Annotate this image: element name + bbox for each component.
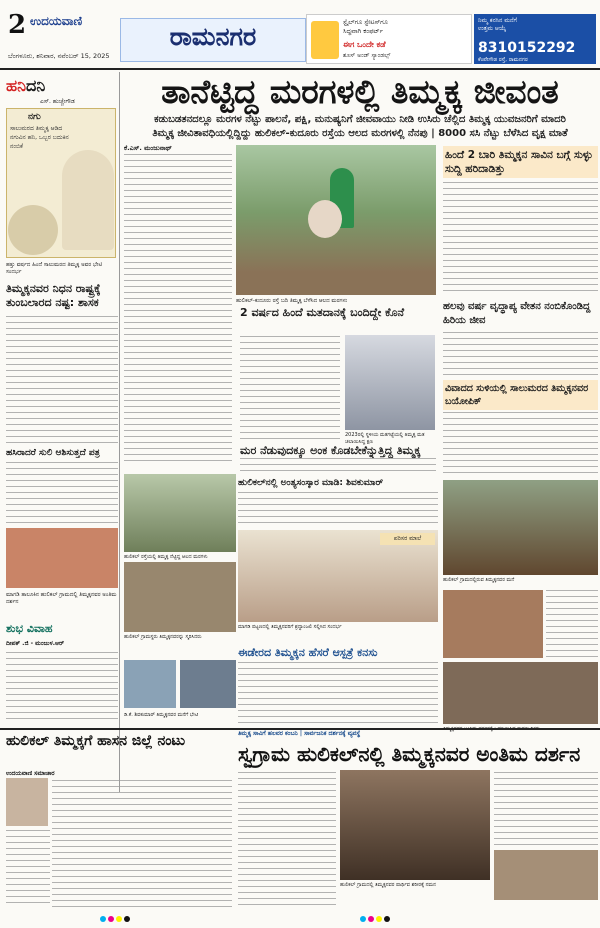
column-byline: ಎಸ್. ಹುಚ್ಚೇಗೌಡ [40,98,75,105]
body-text [6,316,118,444]
photo-caption: ಡಿ.ಕೆ. ಶಿವಕುಮಾರ್ ತಿಮ್ಮಕ್ಕನವರ ಮನೆಗೆ ಭೇಟಿ [124,712,199,718]
magenta-mark [368,916,374,922]
house-photo [443,480,598,575]
story-subhead[interactable]: ಹಿಂದೆ 2 ಬಾರಿ ತಿಮ್ಮಕ್ಕನ ಸಾವಿನ ಬಗ್ಗೆ ಸುಳ್ಳು ಸುದ್ದಿ ಹರಿದಾಡಿತ್ತು [443,146,598,178]
cyan-mark [360,916,366,922]
advertisement-footwear[interactable] [306,14,472,64]
ad-line: ಕೆಂಪೇಗೌಡ ರಸ್ತೆ, ರಾಮನಗರ [478,57,528,63]
yellow-mark [116,916,122,922]
photo-caption: ಹುಲಿಕಲ್ ರಸ್ತೆಯಲ್ಲಿ ತಿಮ್ಮಕ್ಕ ನೆಟ್ಟಿದ್ದ ಆಲದ ಮರಗಳು [124,554,208,560]
visit-photo [180,660,236,708]
ad-phone: 8310152292 [478,40,576,56]
column-text: ಸಾಲುಮರದ ತಿಮ್ಮಕ್ಕ ಆಡಿದ ನಗುವಿನ ಹನಿ, ಒಬ್ಬರ ಬದುಕಿನ ನಂಬಿಕೆ [10,125,69,150]
black-mark [384,916,390,922]
body-text [494,772,598,846]
advertisement-realestate[interactable] [474,14,596,64]
photo-caption: 2023ರಲ್ಲಿ ಸ್ಥಳೀಯ ಮತಗಟ್ಟೆಯಲ್ಲಿ ತಿಮ್ಮಕ್ಕ ಮತ ಚಲಾಯಿಸಿದ್ದ ಕ್ಷಣ [345,432,425,445]
body-text [52,780,232,908]
body-text [240,336,340,440]
main-body-text [124,154,232,466]
body-text [238,492,438,526]
page-number: 2 [8,10,27,40]
portrait-photo [6,778,48,826]
ad-line: ಉತ್ತಮ ಆಯ್ಕೆ [478,25,507,32]
wedding-notice-names: ದೀಪಕ್ .ಜಿ - ಮಂಜುಳ.ಆರ್ [6,640,65,647]
body-text [238,662,438,724]
voting-photo [345,335,435,430]
bottom-right-headline[interactable]: ಸ್ವಗ್ರಾಮ ಹುಲಿಕಲ್‌ನಲ್ಲಿ ತಿಮ್ಮಕ್ಕನವರ ಅಂತಿಮ ದರ್ಶನ [238,742,581,766]
photo-caption: ಹುಲಿಕಲ್ ಗ್ರಾಮದಲ್ಲಿರುವ ತಿಮ್ಮಕ್ಕನವರ ಮನೆ [443,577,515,583]
column-title: ನಗು [28,112,41,122]
cyan-mark [100,916,106,922]
print-registration-marks [0,912,600,928]
bottom-left-headline[interactable]: ಹುಲಿಕಲ್ ತಿಮ್ಮಕ್ಕಗೆ ಹಾಸನ ಜಿಲ್ಲೆ ನಂಟು [6,733,186,749]
photo-caption: ಮಾಗಡಿ ಪಟ್ಟಣದಲ್ಲಿ ತಿಮ್ಮಕ್ಕನವರಿಗೆ ಶ್ರದ್ಧಾಂಜಲಿ ಸಲ್ಲಿಸಿದ ಸಂದರ್ಭ [238,624,342,630]
wedding-notice-title[interactable]: ಶುಭ ವಿವಾಹ [6,622,53,635]
section-title: ರಾಮನಗರ [169,22,257,51]
body-text [443,332,598,376]
body-text [443,182,598,296]
road-trees-photo [124,474,236,552]
photo-caption: ಮಾಗಡಿ ತಾಲೂಕಿನ ಹುಲಿಕಲ್ ಗ್ರಾಮದಲ್ಲಿ ತಿಮ್ಮಕ್ಕನವರ ಅಂತಿಮ ದರ್ಶನ [6,592,117,605]
visit-photo [124,660,176,708]
date-line: ಬೆಂಗಳೂರು, ಶನಿವಾರ, ನವೆಂಬರ್ 15, 2025 [8,52,110,60]
funeral-photo [340,770,490,880]
body-text [6,652,118,724]
black-mark [124,916,130,922]
main-deck: ತಿಮ್ಮಕ್ಕ ಜೀವಿತಾವಧಿಯಲ್ಲಿದ್ದಿದ್ದು ಹುಲಿಕಲ್-ಕುದೂರು ರಸ್ತೆಯ ಆಲದ ಮರಗಳಲ್ಲಿ ನೆನಪು | 8000 ಸಸಿ ನೆಟ್ಟು ಬೆಳೆಸಿದ ವೃಕ್ಷ ಮಾತೆ [152,128,568,139]
paper-name: ಉದಯವಾಣಿ [30,14,83,28]
story-subhead[interactable]: ಹಲವು ವರ್ಷ ವೃದ್ಧಾಪ್ಯ ವೇತನ ನಂಬಿಕೊಂಡಿದ್ದ ಹಿರಿಯ ಜೀವ [443,301,591,326]
tribute-photo [494,850,598,900]
photo-caption: ಹುಲಿಕಲ್ ಗ್ರಾಮದಲ್ಲಿ ತಿಮ್ಮಕ್ಕನವರ ಪಾರ್ಥಿವ ಶರೀರಕ್ಕೆ ನಮನ [340,882,436,888]
crowd-photo [443,590,543,658]
yellow-mark [376,916,382,922]
cartoon-face-image [8,205,58,255]
body-text [443,412,598,476]
ad-line: ಶೂಸ್ ಅಂಡ್ ಸ್ಯಾಂಡಲ್ಸ್ [343,52,391,59]
body-text [6,462,118,524]
crowd-photo [443,662,598,724]
bottom-right-kicker: ತಿಮ್ಮಕ್ಕ ಸಾವಿಗೆ ಹಲವರ ಕಂಬನಿ | ಸಾರ್ವಜನಿಕ ದರ್ಶನಕ್ಕೆ ವ್ಯವಸ್ಥೆ [238,730,361,737]
story-subhead[interactable]: ಹುಲಿಕಲ್‌ನಲ್ಲಿ ಅಂತ್ಯಸಂಸ್ಕಾರ ಮಾಡಿ: ಶಿವಕುಮಾರ್ [238,478,384,488]
body-text [240,458,436,474]
main-byline: ಕೆ.ಎಸ್. ಮಂಜುನಾಥ್ [124,144,172,152]
body-text [238,772,336,908]
story-subhead[interactable]: ವಿವಾದದ ಸುಳಿಯಲ್ಲಿ ಸಾಲುಮರದ ತಿಮ್ಮಕ್ಕನವರ ಬಯೋಪಿಕ್ [443,380,598,410]
story-subhead[interactable]: ಈಡೇರದ ತಿಮ್ಮಕ್ಕನ ಹೆಸರೆ ಆಸ್ಪತ್ರೆ ಕನಸು [238,646,378,659]
photo-caption: ಹತ್ತು ವರ್ಷದ ಹಿಂದೆ ಸಾಲುಮರದ ತಿಮ್ಮಕ್ಕ ಅವರ ಭೇಟಿ ಸಂದರ್ಭ [6,262,103,275]
ad-logo [311,21,339,59]
main-photo-figure [308,200,342,238]
ad-line: ಸಿದ್ಧವಾಗಿ ಕಂಫರ್ಟ್ [343,27,383,35]
story-subhead[interactable]: 2 ವರ್ಷದ ಹಿಂದೆ ಮತದಾನಕ್ಕೆ ಬಂದಿದ್ದೇ ಕೊನೆ [240,306,405,319]
logo-part-a: ಹನಿ [6,76,26,95]
photo-caption: ಹುಲಿಕಲ್-ಕುದೂರು ರಸ್ತೆ ಬದಿ ತಿಮ್ಮಕ್ಕ ಬೆಳೆಸಿದ ಆಲದ ಮರಗಳು [236,298,348,304]
edition-city: ಬೆಂಗಳೂರು [8,52,33,60]
story-headline[interactable]: ಹಸಿರಾದರೆ ಸುಲಿ ಆಶಿಸುತ್ತದೆ ಪತ್ರ [6,448,100,458]
main-headline[interactable]: ತಾನೆಟ್ಟಿದ್ದ ಮರಗಳಲ್ಲಿ ತಿಮ್ಮಕ್ಕ ಜೀವಂತ [161,72,559,111]
column-logo [6,76,45,96]
bottom-left-byline: ಉದಯವಾಣಿ ಸಮಾಚಾರ [6,770,55,777]
story-subhead[interactable]: ಮರ ನೆಡುವುದಕ್ಕೂ ಅಂಕ ಕೊಡಬೇಕೆನ್ನುತ್ತಿದ್ದ ತಿಮ್ಮಕ್ಕ [240,444,421,457]
cartoon-figure-image [62,150,114,250]
ad-line: ಈಗ ಒಂದೇ ಕಡೆ [343,40,386,49]
event-banner: ಪರಿಸರ ಮಾಲೆ [380,533,435,545]
body-text [546,590,598,658]
magenta-mark [108,916,114,922]
ad-line: ಸ್ಟೈಲ್‌ಗೂ ಸ್ಟೇಟಸ್‌ಗೂ [343,18,388,26]
logo-part-b: ದನಿ [25,76,46,95]
story-headline[interactable]: ತಿಮ್ಮಕ್ಕನವರ ನಿಧನ ರಾಷ್ಟ್ರಕ್ಕೆ ತುಂಬಲಾರದ ನಷ್ಟ: ಶಾಸಕ [6,282,101,309]
body-text [6,830,50,908]
ad-line: ನಿಮ್ಮ ಕನಸಿನ ಮನೆಗೆ [478,17,517,24]
tribute-photo [6,528,118,588]
villagers-photo [124,562,236,632]
photo-caption: ಹುಲಿಕಲ್ ಗ್ರಾಮಸ್ಥರು ತಿಮ್ಮಕ್ಕನವರನ್ನು ಸ್ಮರಿಸಿದರು [124,634,202,640]
date-text: ಶನಿವಾರ, ನವೆಂಬರ್ 15, 2025 [36,52,110,60]
main-deck: ಕಡುಬಡತನದಲ್ಲೂ ಮರಗಳ ನೆಟ್ಟು ಪಾಲನೆ, ಪಕ್ಷಿ, ಮನುಷ್ಯನಿಗೆ ಜೀವವಾಯು ನೀಡಿ ಉಸಿರು ಚೆಲ್ಲಿದ ತಿಮ್ಮಕ್ಕ ಯುವಜನರಿಗೆ ಮಾದರಿ [154,114,566,125]
